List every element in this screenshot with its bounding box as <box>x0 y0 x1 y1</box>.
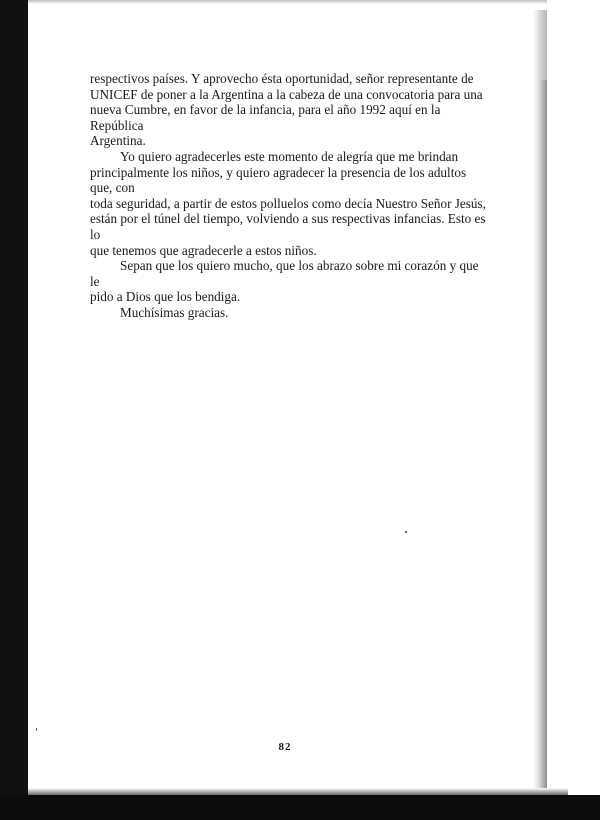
text-line: Yo quiero agradecerles este momento de alegría que me brindan <box>120 148 459 164</box>
document-body <box>90 71 490 321</box>
paragraph-1 <box>90 71 490 149</box>
scan-speck <box>36 728 37 731</box>
page-number: 82 <box>278 741 292 753</box>
scan-shadow-top <box>28 0 548 4</box>
text-line: que tenemos que agradecerle a estos niños. <box>90 242 317 258</box>
scan-border-left <box>0 0 28 820</box>
scan-border-right <box>533 10 547 810</box>
text-line: Argentina. <box>90 133 146 149</box>
paragraph-2 <box>90 149 490 258</box>
text-line: respectivos países. Y aprovecho ésta oportunidad, señor representante de <box>90 71 474 86</box>
text-line: principalmente los niños, y quiero agradecer la presencia de los adultos que, con <box>90 164 467 196</box>
text-line: Sepan que los quiero mucho, que los abrazo sobre mi corazón y que le <box>90 258 479 289</box>
scan-margin-right <box>547 0 600 820</box>
text-line: están por el túnel del tiempo, volviendo a sus respectivas infancias. Esto es lo <box>90 211 486 242</box>
text-line: Muchísimas gracias. <box>120 304 229 320</box>
paragraph-3 <box>90 258 490 305</box>
text-line: toda seguridad, a partir de estos polluelos como decía Nuestro Señor Jesús, <box>90 195 486 211</box>
paragraph-4 <box>90 305 490 321</box>
text-line: pido a Dios que los bendiga. <box>90 289 241 305</box>
text-line: UNICEF de poner a la Argentina a la cabeza de una convocatoria para una <box>90 86 483 102</box>
scan-speck <box>405 531 407 533</box>
text-line: nueva Cumbre, en favor de la infancia, para el año 1992 aquí en la República <box>90 102 441 133</box>
scan-border-bottom <box>0 795 600 820</box>
